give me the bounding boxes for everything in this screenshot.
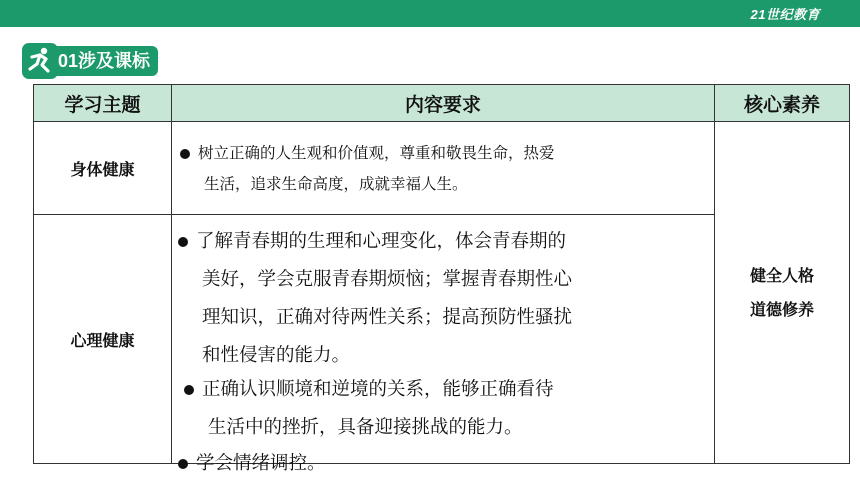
table-header-row [34,85,850,122]
bullet-icon [178,459,188,469]
content-line: 学会情绪调控。 [196,453,326,474]
content-line: 生活，追求生命高度，成就幸福人生。 [204,175,468,193]
content-item [178,445,698,483]
bullet-icon [180,149,190,159]
content-line: 了解青春期的生理和心理变化，体会青春期的 [196,231,567,252]
content-line: 正确认识顺境和逆境的关系，能够正确看待 [202,379,554,400]
bullet-icon [184,385,194,395]
content-line: 美好，学会克服青春期烦恼；掌握青春期性心 [202,269,573,290]
top-bar [0,0,860,27]
section-badge [22,43,168,79]
bullet-icon [178,237,188,247]
content-item [178,223,708,375]
core-item: 道德修养 [749,299,814,319]
section-title: 01涉及课标 [52,46,158,76]
header-content: 内容要求 [172,85,715,122]
content-physical [172,122,715,215]
topic-physical: 身体健康 [34,122,172,215]
content-line: 理知识，正确对待两性关系；提高预防性骚扰 [202,307,573,328]
standards-table [33,84,850,474]
header-core: 核心素养 [715,85,850,122]
topic-mental: 心理健康 [34,215,172,464]
brand-logo: 21世纪教育 [750,7,820,22]
content-mental [172,215,715,474]
core-item: 健全人格 [749,265,814,285]
content-item [184,371,704,447]
content-item [180,138,700,200]
content-line: 生活中的挫折，具备迎接挑战的能力。 [208,417,523,438]
content-line: 树立正确的人生观和价值观，尊重和敬畏生命，热爱 [198,144,555,162]
core-literacy [715,122,850,464]
content-line: 和性侵害的能力。 [202,345,351,366]
header-topic: 学习主题 [34,85,172,122]
table-row [34,122,850,215]
